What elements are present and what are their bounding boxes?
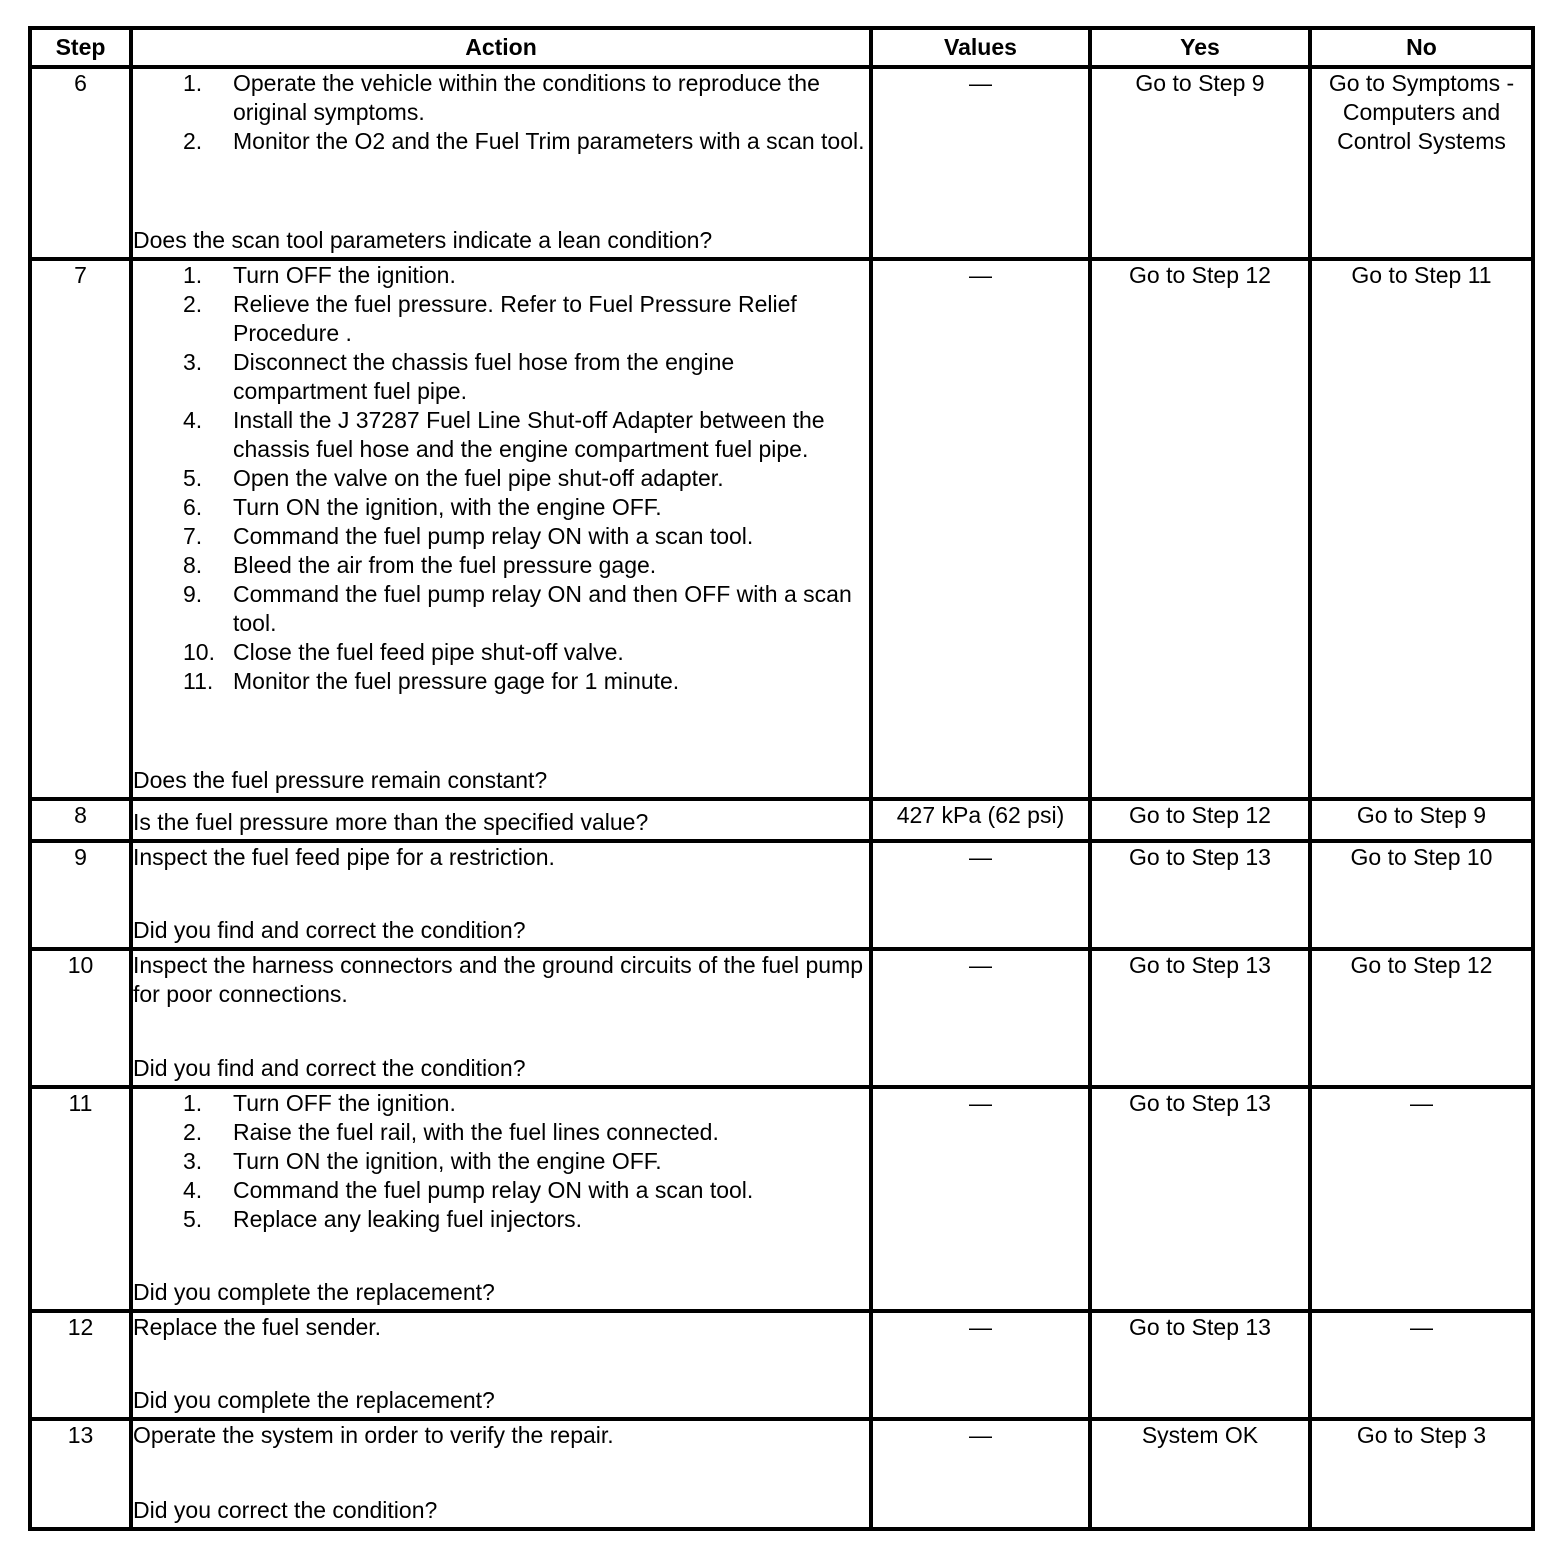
table-row: [30, 259, 1533, 799]
list-item-number: 1.: [183, 70, 203, 96]
list-item: [133, 1176, 869, 1205]
action-instruction: Operate the system in order to verify the repair.: [133, 1422, 614, 1448]
list-item: [133, 580, 869, 638]
no-cell: Go to Step 10: [1310, 841, 1533, 949]
yes-cell: Go to Step 13: [1090, 949, 1310, 1087]
action-question: Did you correct the condition?: [133, 1497, 438, 1523]
list-item-text: Bleed the air from the fuel pressure gage.: [233, 552, 657, 578]
list-item-number: 8.: [183, 552, 203, 578]
action-question: Does the fuel pressure remain constant?: [133, 767, 548, 793]
list-item-text: Monitor the fuel pressure gage for 1 minute.: [233, 668, 680, 694]
list-item-text: Operate the vehicle within the conditions to reproduce the original symptoms.: [233, 70, 820, 125]
table-row: [30, 1419, 1533, 1529]
list-item-text: Turn ON the ignition, with the engine OFF.: [233, 494, 662, 520]
value-cell: —: [871, 841, 1090, 949]
action-steps-list: [133, 69, 869, 156]
list-item-text: Open the valve on the fuel pipe shut-off adapter.: [233, 465, 724, 491]
no-cell: Go to Symptoms - Computers and Control Systems: [1310, 67, 1533, 259]
list-item: [133, 261, 869, 290]
list-item: [133, 522, 869, 551]
action-steps-list: [133, 261, 869, 696]
yes-cell: Go to Step 12: [1090, 799, 1310, 841]
list-item-number: 10.: [183, 639, 215, 665]
value-cell: —: [871, 259, 1090, 799]
action-cell: [131, 841, 871, 949]
list-item: [133, 667, 869, 696]
list-item-number: 4.: [183, 1177, 203, 1203]
list-item: [133, 638, 869, 667]
list-item: [133, 1147, 869, 1176]
no-cell: Go to Step 12: [1310, 949, 1533, 1087]
step-number: 7: [30, 259, 131, 799]
action-instruction: Replace the fuel sender.: [133, 1314, 382, 1340]
action-cell: [131, 1311, 871, 1419]
list-item-text: Relieve the fuel pressure. Refer to Fuel Pressure Relief Procedure .: [233, 291, 797, 346]
value-cell: —: [871, 1087, 1090, 1311]
action-cell: [131, 67, 871, 259]
list-item-text: Monitor the O2 and the Fuel Trim parameters with a scan tool.: [233, 128, 865, 154]
header-row: [30, 28, 1533, 67]
table-row: [30, 841, 1533, 949]
list-item-number: 11.: [183, 668, 214, 694]
list-item-number: 2.: [183, 128, 203, 154]
value-cell: 427 kPa (62 psi): [871, 799, 1090, 841]
action-cell: [131, 1087, 871, 1311]
action-question: Does the scan tool parameters indicate a lean condition?: [133, 227, 713, 253]
header-action: Action: [131, 28, 871, 67]
action-question: Did you complete the replacement?: [133, 1279, 495, 1305]
list-item: [133, 493, 869, 522]
list-item-text: Disconnect the chassis fuel hose from the engine compartment fuel pipe.: [233, 349, 735, 404]
table-row: [30, 1311, 1533, 1419]
list-item-number: 5.: [183, 1206, 203, 1232]
list-item-number: 6.: [183, 494, 203, 520]
list-item: [133, 551, 869, 580]
yes-cell: Go to Step 9: [1090, 67, 1310, 259]
action-question: Did you find and correct the condition?: [133, 917, 526, 943]
list-item: [133, 406, 869, 464]
list-item-text: Raise the fuel rail, with the fuel lines connected.: [233, 1119, 719, 1145]
header-no: No: [1310, 28, 1533, 67]
yes-cell: Go to Step 13: [1090, 1087, 1310, 1311]
action-question: Is the fuel pressure more than the specified value?: [133, 809, 649, 835]
list-item: [133, 1205, 869, 1234]
header-yes: Yes: [1090, 28, 1310, 67]
list-item: [133, 1118, 869, 1147]
header-values: Values: [871, 28, 1090, 67]
no-cell: —: [1310, 1087, 1533, 1311]
action-cell: [131, 799, 871, 841]
yes-cell: System OK: [1090, 1419, 1310, 1529]
diagnostic-table: [28, 26, 1535, 1531]
list-item-number: 9.: [183, 581, 203, 607]
action-question: Did you find and correct the condition?: [133, 1055, 526, 1081]
list-item-text: Turn ON the ignition, with the engine OFF.: [233, 1148, 662, 1174]
table-row: [30, 67, 1533, 259]
yes-cell: Go to Step 13: [1090, 841, 1310, 949]
list-item-text: Install the J 37287 Fuel Line Shut-off Adapter between the chassis fuel hose and the engine compartment fuel pipe.: [233, 407, 825, 462]
step-number: 12: [30, 1311, 131, 1419]
list-item-number: 4.: [183, 407, 203, 433]
list-item-text: Turn OFF the ignition.: [233, 262, 456, 288]
list-item: [133, 1089, 869, 1118]
value-cell: —: [871, 1419, 1090, 1529]
list-item-text: Close the fuel feed pipe shut-off valve.: [233, 639, 624, 665]
list-item: [133, 127, 869, 156]
no-cell: —: [1310, 1311, 1533, 1419]
list-item: [133, 69, 869, 127]
list-item-number: 2.: [183, 1119, 203, 1145]
step-number: 6: [30, 67, 131, 259]
step-number: 13: [30, 1419, 131, 1529]
list-item-number: 3.: [183, 1148, 203, 1174]
list-item: [133, 464, 869, 493]
list-item-number: 1.: [183, 262, 203, 288]
value-cell: —: [871, 1311, 1090, 1419]
header-step: Step: [30, 28, 131, 67]
list-item-number: 1.: [183, 1090, 203, 1116]
list-item: [133, 348, 869, 406]
list-item-number: 5.: [183, 465, 203, 491]
list-item-text: Replace any leaking fuel injectors.: [233, 1206, 583, 1232]
yes-cell: Go to Step 12: [1090, 259, 1310, 799]
no-cell: Go to Step 3: [1310, 1419, 1533, 1529]
action-cell: [131, 259, 871, 799]
list-item-number: 3.: [183, 349, 203, 375]
no-cell: Go to Step 9: [1310, 799, 1533, 841]
action-instruction: Inspect the harness connectors and the ground circuits of the fuel pump for poor connections.: [133, 952, 864, 1007]
list-item-number: 2.: [183, 291, 203, 317]
action-cell: [131, 1419, 871, 1529]
list-item-number: 7.: [183, 523, 203, 549]
action-instruction: Inspect the fuel feed pipe for a restriction.: [133, 844, 555, 870]
step-number: 10: [30, 949, 131, 1087]
step-number: 9: [30, 841, 131, 949]
step-number: 8: [30, 799, 131, 841]
list-item-text: Command the fuel pump relay ON with a scan tool.: [233, 1177, 754, 1203]
value-cell: —: [871, 949, 1090, 1087]
value-cell: —: [871, 67, 1090, 259]
list-item-text: Command the fuel pump relay ON and then OFF with a scan tool.: [233, 581, 852, 636]
list-item-text: Command the fuel pump relay ON with a scan tool.: [233, 523, 754, 549]
action-steps-list: [133, 1089, 869, 1234]
table-row: [30, 949, 1533, 1087]
table-row: [30, 799, 1533, 841]
yes-cell: Go to Step 13: [1090, 1311, 1310, 1419]
action-cell: [131, 949, 871, 1087]
table-row: [30, 1087, 1533, 1311]
list-item-text: Turn OFF the ignition.: [233, 1090, 456, 1116]
no-cell: Go to Step 11: [1310, 259, 1533, 799]
step-number: 11: [30, 1087, 131, 1311]
list-item: [133, 290, 869, 348]
action-question: Did you complete the replacement?: [133, 1387, 495, 1413]
